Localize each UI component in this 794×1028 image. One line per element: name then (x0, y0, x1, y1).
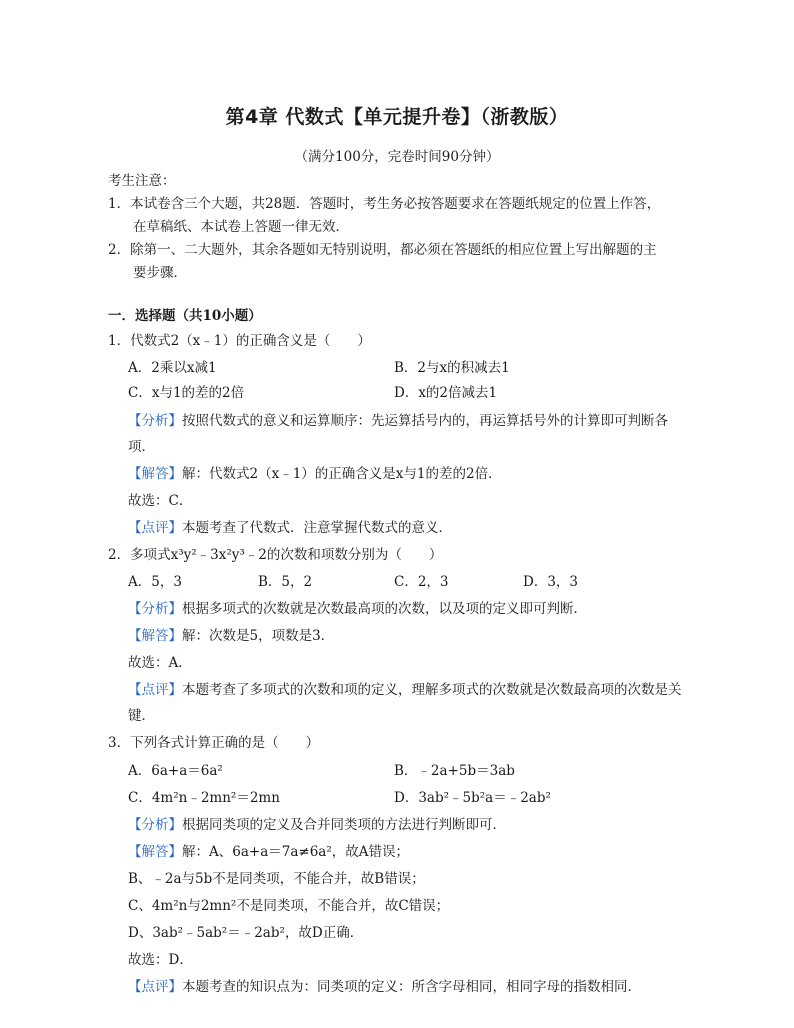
question-2-comment (128, 681, 682, 699)
analysis-text: 根据多项式的次数就是次数最高项的次数，以及项的定义即可判断． (182, 601, 587, 617)
question-3-option-c: C．4m²n﹣2mn²＝2mn (128, 790, 280, 806)
answer-tag: 【解答】 (128, 844, 182, 860)
question-3-choice: 故选：D． (128, 952, 193, 968)
comment-tag: 【点评】 (128, 520, 182, 536)
notice-item-2: 2．除第一、二大题外，其余各题如无特别说明，都必须在答题纸的相应位置上写出解题的主 (108, 242, 657, 258)
question-3-line-d: D、3ab²﹣5ab²＝﹣2ab²，故D正确． (128, 925, 364, 941)
answer-text: 解：代数式2（x﹣1）的正确含义是x与1的差的2倍． (182, 466, 502, 482)
question-3-option-b: B．﹣2a+5b＝3ab (394, 763, 515, 779)
answer-text: 解：A、6a+a＝7a≠6a²，故A错误； (182, 844, 409, 860)
question-3-option-a: A．6a+a＝6a² (128, 763, 223, 779)
question-3-stem: 3．下列各式计算正确的是（ ） (108, 735, 320, 751)
question-2-option-c: C．2，3 (394, 574, 449, 590)
analysis-tag: 【分析】 (128, 817, 182, 833)
question-1-option-b: B．2与x的积减去1 (394, 360, 510, 376)
question-2-choice: 故选：A． (128, 655, 192, 671)
question-2-option-d: D．3，3 (523, 574, 579, 590)
notice-item-1-cont: 在草稿纸、本试卷上答题一律无效． (133, 219, 349, 235)
analysis-tag: 【分析】 (128, 601, 182, 617)
question-2-stem: 2．多项式x³y²﹣3x²y³﹣2的次数和项数分别为（ ） (108, 547, 443, 563)
question-1-comment (128, 519, 452, 537)
question-1-choice: 故选：C． (128, 493, 193, 509)
answer-tag: 【解答】 (128, 466, 182, 482)
comment-text: 本题考查的知识点为：同类项的定义：所含字母相同，相同字母的指数相同． (182, 979, 641, 995)
comment-tag: 【点评】 (128, 682, 182, 698)
question-1-analysis-cont: 项． (128, 439, 155, 455)
notice-label: 考生注意： (108, 173, 176, 189)
question-3-line-b: B、﹣2a与5b不是同类项，不能合并，故B错误； (128, 871, 425, 887)
analysis-tag: 【分析】 (128, 413, 182, 429)
question-1-analysis (128, 412, 668, 430)
question-1-answer (128, 465, 502, 483)
answer-text: 解：次数是5，项数是3． (182, 628, 335, 644)
notice-item-2-cont: 要步骤． (133, 265, 187, 281)
question-3-line-c: C、4m²n与2mn²不是同类项，不能合并，故C错误； (128, 898, 450, 914)
question-3-comment (128, 978, 641, 996)
question-2-answer (128, 627, 334, 645)
answer-tag: 【解答】 (128, 628, 182, 644)
page-title: 第4章 代数式【单元提升卷】（浙教版） (225, 106, 569, 128)
question-3-answer (128, 843, 409, 861)
section-heading: 一．选择题（共10小题） (108, 308, 262, 324)
question-2-comment-cont: 键． (128, 708, 155, 724)
analysis-text: 按照代数式的意义和运算顺序：先运算括号内的，再运算括号外的计算即可判断各 (182, 413, 668, 429)
question-2-analysis (128, 600, 587, 618)
question-1-option-d: D．x的2倍减去1 (394, 385, 498, 401)
question-1-option-c: C．x与1的差的2倍 (128, 385, 245, 401)
notice-item-1: 1．本试卷含三个大题，共28题．答题时，考生务必按答题要求在答题纸规定的位置上作答， (108, 196, 661, 212)
comment-tag: 【点评】 (128, 979, 182, 995)
question-2-option-b: B．5，2 (258, 574, 313, 590)
comment-text: 本题考查了代数式．注意掌握代数式的意义． (182, 520, 452, 536)
question-3-analysis (128, 816, 506, 834)
question-2-option-a: A．5，3 (128, 574, 182, 590)
analysis-text: 根据同类项的定义及合并同类项的方法进行判断即可． (182, 817, 506, 833)
question-1-stem: 1．代数式2（x﹣1）的正确含义是（ ） (108, 333, 371, 349)
page-subtitle: （满分100分，完卷时间90分钟） (294, 149, 500, 165)
question-3-option-d: D．3ab²﹣5b²a＝﹣2ab² (394, 790, 551, 806)
question-1-option-a: A．2乘以x减1 (128, 360, 217, 376)
comment-text: 本题考查了多项式的次数和项的定义，理解多项式的次数就是次数最高项的次数是关 (182, 682, 682, 698)
